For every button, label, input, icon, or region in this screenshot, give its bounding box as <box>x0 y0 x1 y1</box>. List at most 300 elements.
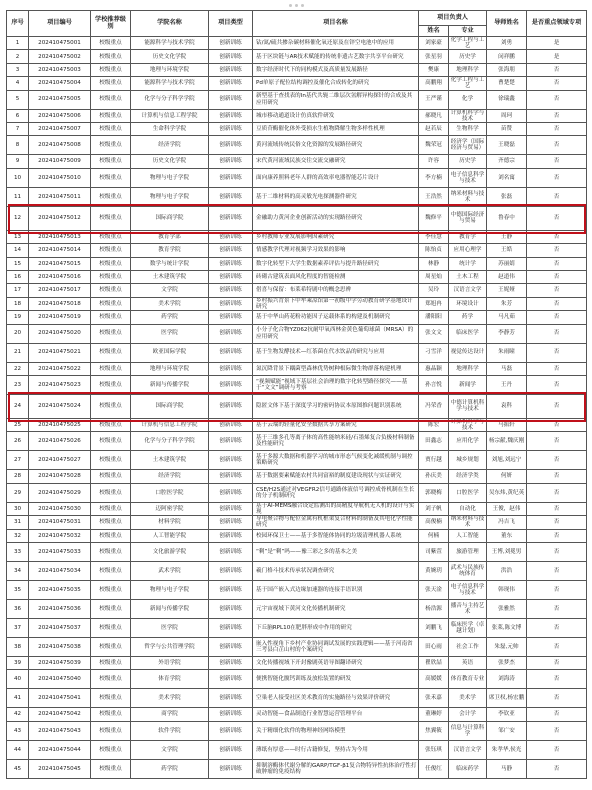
cell-project-name: 关于精细化软件的物理神经网络模型 <box>253 721 419 740</box>
header-project-type: 项目类型 <box>209 11 253 37</box>
cell-advisor: 刘勇 <box>487 37 527 50</box>
cell-seq: 2 <box>7 50 29 63</box>
cell-seq: 40 <box>7 670 29 689</box>
cell-leader-name: 刘子帆 <box>419 502 449 515</box>
cell-leader-name: 贾行越 <box>419 451 449 470</box>
cell-college: 能源科学与技术学院 <box>131 77 209 90</box>
cell-leader-major: 信息与计算科学 <box>449 721 487 740</box>
cell-project-name: 元宇宙视域下黄河文化传播机制研究 <box>253 599 419 618</box>
cell-project-name: 基于数据要素赋能农村共同富裕的制度建设现状与实证研究 <box>253 470 419 483</box>
cell-project-no: 202410475024 <box>29 394 91 418</box>
cell-project-type: 创新训练 <box>209 187 253 206</box>
cell-advisor: 邹广安 <box>487 721 527 740</box>
cell-leader-name: 许容 <box>419 155 449 168</box>
cell-college: 物理与电子学院 <box>131 168 209 187</box>
cell-project-name: 抑制溶酶体代谢分解的GARP/TGF-β1复合物特异性抗体治疗性打破肿瘤的免疫结构 <box>253 759 419 778</box>
cell-project-name: 导电聚合物与配位金属有机框架复合材料的制备及其电化学性能研究 <box>253 516 419 529</box>
cell-leader-major: 临床医学 <box>449 324 487 343</box>
cell-project-type: 创新训练 <box>209 451 253 470</box>
cell-project-type: 创新训练 <box>209 284 253 297</box>
cell-key-field: 否 <box>527 516 587 529</box>
cell-project-name: 基于多源大数据和机器学习的城市形态气候变化减缓机制与调控策略研究 <box>253 451 419 470</box>
cell-school-level: 校级重点 <box>91 155 131 168</box>
cell-leader-major: 临床医学（卓越计划） <box>449 618 487 637</box>
cell-leader-name: 孙庆美 <box>419 470 449 483</box>
cell-advisor: 马静 <box>487 759 527 778</box>
cell-key-field: 是 <box>527 37 587 50</box>
cell-seq: 27 <box>7 451 29 470</box>
cell-leader-major: 经济学类 <box>449 470 487 483</box>
cell-advisor: 朱雨瞳 <box>487 343 527 362</box>
cell-project-name: 基于云端的轻量化安全数据共享方案研究 <box>253 418 419 431</box>
cell-seq: 23 <box>7 375 29 394</box>
cell-leader-major: 药学 <box>449 311 487 324</box>
cell-college: 药学院 <box>131 311 209 324</box>
cell-advisor: 鲁春中 <box>487 206 527 230</box>
table-row <box>7 689 587 708</box>
cell-project-name: 氮沉降背景下耦菌型森林优势树种根际微生物群落构建机理 <box>253 362 419 375</box>
cell-seq: 33 <box>7 542 29 561</box>
cell-key-field: 否 <box>527 244 587 257</box>
cell-project-no: 202410475041 <box>29 689 91 708</box>
cell-leader-major: 播音与主持艺术 <box>449 599 487 618</box>
cell-leader-major: 美术学 <box>449 689 487 708</box>
cell-project-type: 创新训练 <box>209 77 253 90</box>
cell-advisor: 王博,刘冕男 <box>487 542 527 561</box>
cell-college: 外语学院 <box>131 656 209 669</box>
cell-project-no: 202410475030 <box>29 502 91 515</box>
cell-advisor: 张莱,陈文博 <box>487 618 527 637</box>
cell-leader-major: 新闻学 <box>449 375 487 394</box>
page-dot <box>301 4 304 7</box>
cell-project-name: 情感教学代理对视频学习效果的影响 <box>253 244 419 257</box>
cell-project-type: 创新训练 <box>209 418 253 431</box>
cell-seq: 22 <box>7 362 29 375</box>
cell-key-field: 否 <box>527 77 587 90</box>
cell-project-no: 202410475007 <box>29 123 91 136</box>
cell-advisor: 苏丽婧 <box>487 257 527 270</box>
cell-key-field: 否 <box>527 689 587 708</box>
cell-key-field: 否 <box>527 362 587 375</box>
cell-project-name: 基于区块链与AR技术赋能的传统非遗古艺数字共享平台研究 <box>253 50 419 63</box>
cell-project-no: 202410475033 <box>29 542 91 561</box>
cell-school-level: 校级重点 <box>91 362 131 375</box>
cell-school-level: 校级重点 <box>91 123 131 136</box>
cell-seq: 12 <box>7 206 29 230</box>
cell-college: 新闻与传播学院 <box>131 375 209 394</box>
cell-leader-name: 刘鹏飞 <box>419 618 449 637</box>
cell-key-field: 否 <box>527 270 587 283</box>
table-row <box>7 109 587 122</box>
cell-leader-major: 电子信息科学与技术 <box>449 168 487 187</box>
cell-seq: 9 <box>7 155 29 168</box>
cell-project-no: 202410475003 <box>29 63 91 76</box>
cell-leader-name: 郭晓梅 <box>419 483 449 502</box>
cell-school-level: 校级重点 <box>91 136 131 155</box>
cell-school-level: 校级重点 <box>91 394 131 418</box>
cell-project-name: 基于国产嵌入式边缘加速器的连接手语识别 <box>253 580 419 599</box>
cell-project-name: 宋代黄河流域民族交往交流交融研究 <box>253 155 419 168</box>
cell-project-name: Pd单原子配位结构调控及催化合成转化的研究 <box>253 77 419 90</box>
cell-advisor: 苗赞 <box>487 123 527 136</box>
cell-project-name: 文化传播视域下开封豫剧英语导图翻译研究 <box>253 656 419 669</box>
cell-advisor: 冯吉飞 <box>487 516 527 529</box>
header-college: 学院名称 <box>131 11 209 37</box>
cell-college: 国际商学院 <box>131 206 209 230</box>
table-row <box>7 63 587 76</box>
table-row <box>7 759 587 778</box>
cell-key-field: 否 <box>527 324 587 343</box>
cell-advisor: 王丹 <box>487 375 527 394</box>
cell-school-level: 校级重点 <box>91 432 131 451</box>
project-table <box>6 10 587 779</box>
cell-key-field: 否 <box>527 451 587 470</box>
cell-key-field: 否 <box>527 656 587 669</box>
cell-seq: 1 <box>7 37 29 50</box>
header-seq: 序号 <box>7 11 29 37</box>
table-row <box>7 230 587 243</box>
cell-college: 美术学院 <box>131 297 209 310</box>
cell-leader-name: 董琳婷 <box>419 708 449 721</box>
cell-project-name: 砖砌古建筑表面风化程度的智能检测 <box>253 270 419 283</box>
cell-school-level: 校级重点 <box>91 375 131 394</box>
cell-project-name: 基于二维材料的高灵敏光电探测器件研究 <box>253 187 419 206</box>
cell-advisor: 王俊，赵伟 <box>487 502 527 515</box>
cell-project-name: 基于三维多孔等离子体的高性能纳米硅/石墨烯复合负极材料制备及性能研究 <box>253 432 419 451</box>
cell-seq: 7 <box>7 123 29 136</box>
cell-college: 计算机与信息工程学院 <box>131 418 209 431</box>
cell-project-type: 创新训练 <box>209 244 253 257</box>
cell-project-name: 基于AI-MEMS融合设定监测出的高精度导航机无人机的设计与实现 <box>253 502 419 515</box>
header-leader-name: 姓名 <box>419 26 449 37</box>
cell-project-type: 创新训练 <box>209 270 253 283</box>
cell-leader-major: 城乡规划 <box>449 451 487 470</box>
table-row <box>7 297 587 310</box>
cell-key-field: 否 <box>527 599 587 618</box>
cell-leader-name: 瞿欣喆 <box>419 656 449 669</box>
cell-project-no: 202410475028 <box>29 470 91 483</box>
cell-school-level: 校级重点 <box>91 721 131 740</box>
cell-seq: 35 <box>7 580 29 599</box>
cell-key-field: 否 <box>527 375 587 394</box>
table-row <box>7 155 587 168</box>
cell-seq: 45 <box>7 759 29 778</box>
cell-school-level: 校级重点 <box>91 516 131 529</box>
cell-school-level: 校级重点 <box>91 324 131 343</box>
cell-college: 人工智能学院 <box>131 529 209 542</box>
table-row <box>7 708 587 721</box>
cell-college: 文学院 <box>131 740 209 759</box>
cell-project-no: 202410475008 <box>29 136 91 155</box>
cell-college: 商学院 <box>131 708 209 721</box>
cell-project-type: 创新训练 <box>209 708 253 721</box>
table-row <box>7 37 587 50</box>
cell-school-level: 校级重点 <box>91 90 131 109</box>
cell-project-type: 创新训练 <box>209 50 253 63</box>
cell-leader-major: 应用化学 <box>449 432 487 451</box>
cell-key-field: 否 <box>527 580 587 599</box>
cell-seq: 24 <box>7 394 29 418</box>
cell-leader-name: 刁雪洋 <box>419 343 449 362</box>
table-row <box>7 257 587 270</box>
table-row <box>7 656 587 669</box>
table-row <box>7 375 587 394</box>
cell-school-level: 校级重点 <box>91 311 131 324</box>
cell-key-field: 否 <box>527 155 587 168</box>
cell-advisor: 马磊 <box>487 362 527 375</box>
cell-college: 土木建筑学院 <box>131 451 209 470</box>
cell-project-name: 校园环保卫士——基于多智能体协同的垃圾清理机器人系统 <box>253 529 419 542</box>
cell-college: 经济学院 <box>131 470 209 483</box>
table-row <box>7 284 587 297</box>
cell-project-name: 新型基于查找表的In基代共轭二维层次氢解异构探针的合成及其应用研究 <box>253 90 419 109</box>
cell-project-name: “剩”是“剩”吗——豫三彩之多的基本之美 <box>253 542 419 561</box>
cell-college: 软件学院 <box>131 721 209 740</box>
header-project-no: 项目编号 <box>29 11 91 37</box>
cell-leader-major: 化学 <box>449 90 487 109</box>
cell-college: 数学与统计学院 <box>131 257 209 270</box>
cell-leader-major: 环境设计 <box>449 297 487 310</box>
cell-college: 历史文化学院 <box>131 50 209 63</box>
cell-seq: 39 <box>7 656 29 669</box>
cell-leader-name: 郑旭冉 <box>419 297 449 310</box>
cell-school-level: 校级重点 <box>91 502 131 515</box>
cell-leader-name: 孙言悦 <box>419 375 449 394</box>
cell-leader-major: 体育教育专业 <box>449 670 487 689</box>
cell-project-no: 202410475035 <box>29 580 91 599</box>
cell-seq: 14 <box>7 244 29 257</box>
cell-leader-name: 焦翼筱 <box>419 721 449 740</box>
cell-school-level: 校级重点 <box>91 637 131 656</box>
cell-leader-name: 王严谨 <box>419 90 449 109</box>
cell-key-field: 是 <box>527 50 587 63</box>
cell-key-field: 否 <box>527 206 587 230</box>
cell-project-type: 创新训练 <box>209 689 253 708</box>
cell-leader-major: 汉语言文学 <box>449 284 487 297</box>
cell-college: 土木建筑学院 <box>131 270 209 283</box>
cell-key-field: 否 <box>527 168 587 187</box>
cell-leader-major: 自动化 <box>449 502 487 515</box>
cell-school-level: 校级重点 <box>91 561 131 580</box>
cell-key-field: 否 <box>527 63 587 76</box>
cell-project-name: 空巢老人接受社区美术教育的实施路径与效果评价研究 <box>253 689 419 708</box>
cell-key-field: 否 <box>527 721 587 740</box>
cell-school-level: 校级重点 <box>91 109 131 122</box>
cell-leader-name: 张星羽 <box>419 50 449 63</box>
cell-college: 文化旅游学院 <box>131 542 209 561</box>
cell-seq: 15 <box>7 257 29 270</box>
cell-college: 哲学与公共管理学院 <box>131 637 209 656</box>
cell-leader-major: 化学工程与工艺 <box>449 77 487 90</box>
cell-leader-name: 潘阳阳 <box>419 311 449 324</box>
cell-leader-major: 会计学 <box>449 708 487 721</box>
cell-project-no: 202410475034 <box>29 561 91 580</box>
cell-leader-major: 视觉传达设计 <box>449 343 487 362</box>
cell-project-name: CSE/H2S通过对VEGFR2信号通路体液信号调控成骨机制在生长的分子机制研究 <box>253 483 419 502</box>
cell-school-level: 校级重点 <box>91 708 131 721</box>
cell-key-field: 否 <box>527 483 587 502</box>
cell-project-name: 便携智能化髋钙训练及放松装置的研发 <box>253 670 419 689</box>
cell-leader-major: 统计学 <box>449 257 487 270</box>
cell-college: 计算机与信息工程学院 <box>131 109 209 122</box>
cell-project-no: 202410475011 <box>29 187 91 206</box>
cell-school-level: 校级重点 <box>91 297 131 310</box>
cell-school-level: 校级重点 <box>91 740 131 759</box>
cell-seq: 6 <box>7 109 29 122</box>
cell-project-type: 创新训练 <box>209 257 253 270</box>
cell-leader-name: 张文文 <box>419 324 449 343</box>
cell-seq: 25 <box>7 418 29 431</box>
cell-college: 化学与分子科学学院 <box>131 90 209 109</box>
cell-key-field: 否 <box>527 418 587 431</box>
table-row <box>7 90 587 109</box>
cell-leader-name: 田鑫志 <box>419 432 449 451</box>
cell-key-field: 否 <box>527 297 587 310</box>
cell-leader-major: 电子信息科学与技术 <box>449 580 487 599</box>
cell-project-type: 创新训练 <box>209 155 253 168</box>
cell-school-level: 校级重点 <box>91 63 131 76</box>
cell-college: 教育学院 <box>131 244 209 257</box>
cell-project-no: 202410475019 <box>29 311 91 324</box>
table-row <box>7 740 587 759</box>
cell-school-level: 校级重点 <box>91 257 131 270</box>
cell-leader-name: 高媛媛 <box>419 670 449 689</box>
cell-project-type: 创新训练 <box>209 432 253 451</box>
cell-advisor: 闵祥鹏 <box>487 50 527 63</box>
cell-project-name: 面向康养照料老年人群的高效率电器智能芯片设计 <box>253 168 419 187</box>
cell-key-field: 否 <box>527 311 587 324</box>
cell-advisor: 张磊 <box>487 187 527 206</box>
table-row <box>7 432 587 451</box>
cell-seq: 19 <box>7 311 29 324</box>
cell-project-name: 乡村教师专业发展影响因素研究 <box>253 230 419 243</box>
cell-leader-name: 司紫萱 <box>419 542 449 561</box>
cell-advisor: 徐瑞鑫 <box>487 90 527 109</box>
cell-leader-name: 陈宏 <box>419 418 449 431</box>
cell-seq: 18 <box>7 297 29 310</box>
cell-seq: 38 <box>7 637 29 656</box>
table-row <box>7 123 587 136</box>
cell-leader-name: 田心雨 <box>419 637 449 656</box>
cell-key-field: 否 <box>527 502 587 515</box>
cell-project-no: 202410475002 <box>29 50 91 63</box>
cell-advisor: 董东 <box>487 529 527 542</box>
cell-school-level: 校级重点 <box>91 689 131 708</box>
cell-project-no: 202410475016 <box>29 270 91 283</box>
cell-project-no: 202410475025 <box>29 418 91 431</box>
cell-school-level: 校级重点 <box>91 542 131 561</box>
cell-advisor: 张海朋 <box>487 63 527 76</box>
table-row <box>7 206 587 230</box>
cell-college: 美术学院 <box>131 689 209 708</box>
cell-school-level: 校级重点 <box>91 656 131 669</box>
page-dot <box>289 4 292 7</box>
cell-project-no: 202410475037 <box>29 618 91 637</box>
cell-college: 历史文化学院 <box>131 155 209 168</box>
cell-leader-name: 周星灿 <box>419 270 449 283</box>
cell-leader-major: 社会工作 <box>449 637 487 656</box>
cell-seq: 4 <box>7 77 29 90</box>
cell-seq: 5 <box>7 90 29 109</box>
cell-project-type: 创新训练 <box>209 580 253 599</box>
table-row <box>7 483 587 502</box>
cell-project-type: 创新训练 <box>209 670 253 689</box>
cell-project-no: 202410475043 <box>29 721 91 740</box>
cell-seq: 10 <box>7 168 29 187</box>
cell-school-level: 校级重点 <box>91 284 131 297</box>
table-row <box>7 311 587 324</box>
table-row <box>7 77 587 90</box>
cell-school-level: 校级重点 <box>91 580 131 599</box>
cell-project-name: 数字化转型下大学生数据素养评估与提升路径研究 <box>253 257 419 270</box>
cell-college: 医学院 <box>131 324 209 343</box>
table-row <box>7 637 587 656</box>
cell-college: 迈阿密学院 <box>131 502 209 515</box>
cell-advisor: 王晓磊 <box>487 136 527 155</box>
cell-leader-major: 中德国际经济与贸易 <box>449 206 487 230</box>
table-row <box>7 580 587 599</box>
cell-leader-name: 刘家豪 <box>419 37 449 50</box>
cell-project-type: 创新训练 <box>209 230 253 243</box>
cell-project-no: 202410475012 <box>29 206 91 230</box>
cell-key-field: 否 <box>527 230 587 243</box>
cell-project-no: 202410475022 <box>29 362 91 375</box>
cell-project-type: 创新训练 <box>209 311 253 324</box>
cell-advisor: 杨宗献,魏庆刚 <box>487 432 527 451</box>
cell-advisor: 张梦杰 <box>487 656 527 669</box>
cell-project-name: 乡村振兴背景下中牟乘凉馆第一初级中学劳动教育研学基地设计研究 <box>253 297 419 310</box>
cell-key-field: 否 <box>527 90 587 109</box>
cell-college: 新闻与传播学院 <box>131 599 209 618</box>
cell-leader-major: 人工智能 <box>449 529 487 542</box>
cell-college: 药学院 <box>131 759 209 778</box>
cell-project-name: 基于中华山药花粉功能因子运载体系的构建及机制研究 <box>253 311 419 324</box>
cell-leader-major: 口腔医学 <box>449 483 487 502</box>
cell-school-level: 校级重点 <box>91 418 131 431</box>
cell-project-no: 202410475018 <box>29 297 91 310</box>
cell-project-no: 202410475027 <box>29 451 91 470</box>
cell-project-no: 202410475010 <box>29 168 91 187</box>
cell-leader-major: 纳米材料与技术 <box>449 516 487 529</box>
cell-leader-major: 临床药学 <box>449 759 487 778</box>
cell-leader-name: 樊康 <box>419 63 449 76</box>
cell-advisor: 朱磊,元帅 <box>487 637 527 656</box>
cell-advisor: 李钦亚 <box>487 708 527 721</box>
cell-project-type: 创新训练 <box>209 740 253 759</box>
cell-project-type: 创新训练 <box>209 123 253 136</box>
cell-project-type: 创新训练 <box>209 656 253 669</box>
cell-project-no: 202410475014 <box>29 244 91 257</box>
cell-project-name: 羲门格斗技术传承状况调查研究 <box>253 561 419 580</box>
cell-seq: 16 <box>7 270 29 283</box>
cell-leader-name: 林静 <box>419 257 449 270</box>
cell-advisor: 赵道伟 <box>487 270 527 283</box>
cell-school-level: 校级重点 <box>91 50 131 63</box>
cell-project-no: 202410475040 <box>29 670 91 689</box>
cell-school-level: 校级重点 <box>91 230 131 243</box>
cell-leader-name: 任俊红 <box>419 759 449 778</box>
cell-project-name: 下丘脑RPL10在肥胖形成中作用的研究 <box>253 618 419 637</box>
cell-project-type: 创新训练 <box>209 470 253 483</box>
cell-school-level: 校级重点 <box>91 168 131 187</box>
cell-advisor: 曹楚楚 <box>487 77 527 90</box>
cell-leader-major: 地理科学 <box>449 362 487 375</box>
cell-key-field: 否 <box>527 109 587 122</box>
cell-key-field: 否 <box>527 123 587 136</box>
header-school-level: 学校推荐级别 <box>91 11 131 37</box>
cell-advisor: 王皓 <box>487 244 527 257</box>
cell-college: 医学院 <box>131 618 209 637</box>
